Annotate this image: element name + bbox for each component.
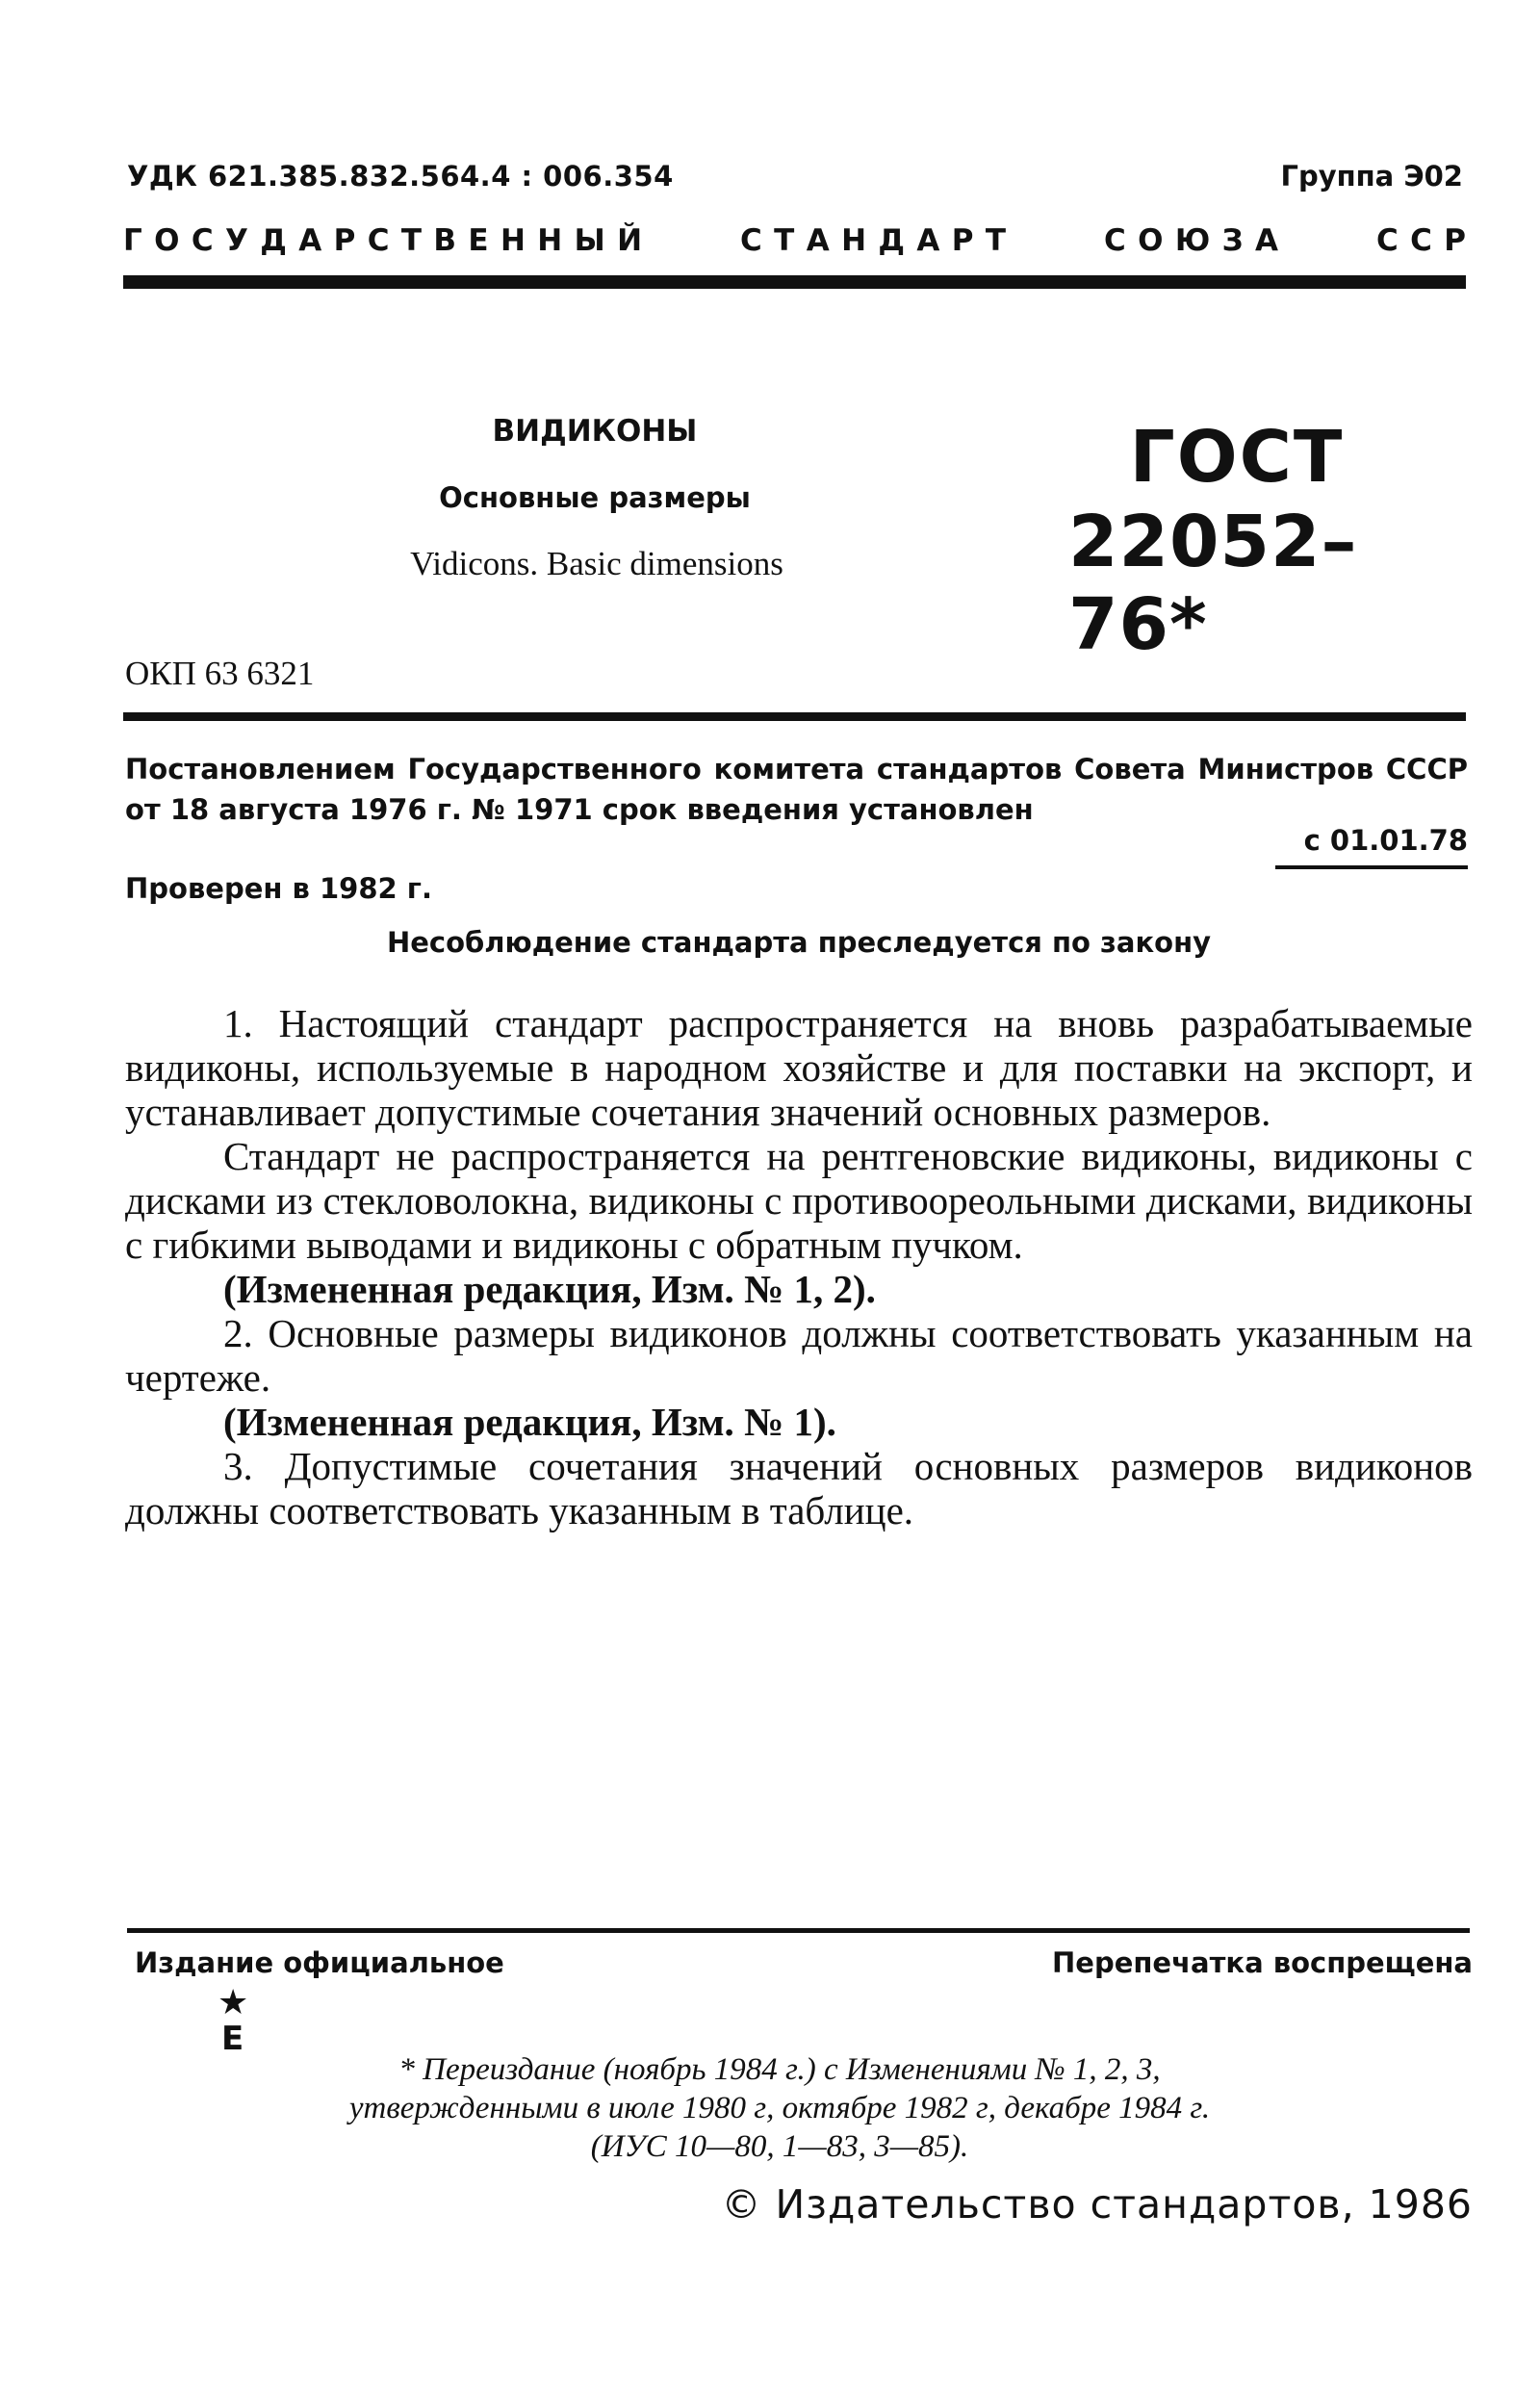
document-title-english: Vidicons. Basic dimensions (410, 545, 783, 582)
middle-divider (123, 712, 1466, 721)
effective-date: с 01.01.78 (1303, 824, 1468, 857)
document-title: ВИДИКОНЫ (492, 414, 698, 449)
paragraph-3: 2. Основные размеры видиконов должны соответствовать указанным на чертеже. (125, 1311, 1473, 1400)
top-divider (123, 275, 1466, 289)
checked-year: Проверен в 1982 г. (125, 872, 432, 905)
paragraph-2: Стандарт не распространяется на рентгеновские видиконы, видиконы с дисками из стекловолокна, видиконы с противоореольными дисками, видиконы с гибкими выводами и видиконы с обратным пучком. (125, 1134, 1473, 1267)
decree-line-1: Постановлением Государственного комитета стандартов Совета Министров СССР (125, 753, 1468, 785)
legal-warning: Несоблюдение стандарта преследуется по закону (386, 926, 1212, 959)
paragraph-4: 3. Допустимые сочетания значений основных размеров видиконов должны соответствовать указанным в таблице. (125, 1444, 1473, 1532)
amendment-note-1: (Измененная редакция, Изм. № 1, 2). (223, 1267, 876, 1311)
state-standard-heading (123, 223, 1466, 258)
reprint-prohibited: Перепечатка воспрещена (1052, 1946, 1473, 1979)
gost-number: 22052–76* (1068, 501, 1358, 666)
gost-label: ГОСТ (1129, 416, 1345, 499)
group-code: Группа Э02 (1280, 160, 1463, 193)
reissue-line-1: * Переиздание (ноябрь 1984 г.) с Изменениями № 1, 2, 3, (398, 2052, 1161, 2087)
state-standard-word: С С Р (1375, 223, 1466, 258)
paragraph-1: 1. Настоящий стандарт распространяется на вновь разрабатываемые видиконы, используемые в народном хозяйстве и для поставки на экспорт, и устанавливает допустимые сочетания значений основных размеров. (125, 1001, 1473, 1134)
okp-code: ОКП 63 6321 (125, 655, 315, 692)
effective-date-underline (1275, 865, 1468, 869)
state-standard-word: С О Ю З А (1103, 223, 1279, 258)
star-icon: ★ (218, 1983, 249, 2022)
e-mark: Е (221, 2020, 244, 2058)
reissue-line-2: утвержденными в июле 1980 г, октябре 1982 г, декабре 1984 г. (348, 2091, 1211, 2125)
document-subtitle: Основные размеры (439, 481, 751, 514)
bottom-divider (127, 1928, 1470, 1933)
official-edition: Издание официальное (135, 1946, 504, 1979)
udk-code: УДК 621.385.832.564.4 : 006.354 (127, 160, 674, 193)
reissue-note (212, 2050, 1348, 2166)
amendment-note-2: (Измененная редакция, Изм. № 1). (223, 1400, 836, 1444)
state-standard-word: Г О С У Д А Р С Т В Е Н Н Ы Й (123, 223, 643, 258)
state-standard-word: С Т А Н Д А Р Т (740, 223, 1007, 258)
decree-line-2: от 18 августа 1976 г. № 1971 срок введения установлен (125, 793, 1034, 826)
publisher-copyright: © Издательство стандартов, 1986 (721, 2181, 1473, 2228)
body-text (125, 1001, 1473, 1532)
reissue-line-3: (ИУС 10—80, 1—83, 3—85). (590, 2129, 969, 2164)
